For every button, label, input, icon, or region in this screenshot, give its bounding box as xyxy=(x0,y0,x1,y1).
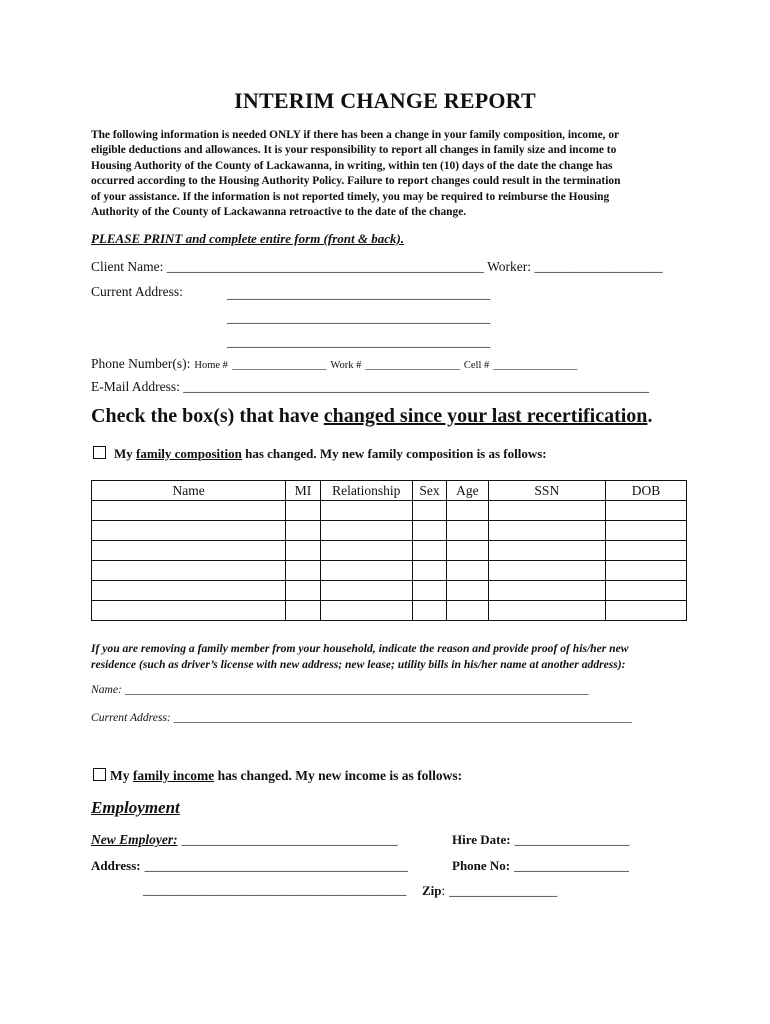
family-post: has changed. My new family composition is as follows: xyxy=(241,446,547,461)
table-cell[interactable] xyxy=(286,501,320,521)
table-cell[interactable] xyxy=(488,581,605,601)
table-row xyxy=(92,561,687,581)
zip-field[interactable]: ________________ xyxy=(449,883,558,898)
table-cell[interactable] xyxy=(286,521,320,541)
hire-date-row xyxy=(452,831,629,849)
family-income-option xyxy=(93,768,462,784)
intro-line: eligible deductions and allowances. It is your responsibility to report all changes in family size and income to xyxy=(91,144,617,157)
removed-name-field[interactable]: ________________________________________________________________________________ xyxy=(124,683,589,696)
table-cell[interactable] xyxy=(286,541,320,561)
table-cell[interactable] xyxy=(92,561,286,581)
table-cell[interactable] xyxy=(447,501,488,521)
table-cell[interactable] xyxy=(606,541,687,561)
table-cell[interactable] xyxy=(92,601,286,621)
intro-line: occurred according to the Housing Authority Policy. Failure to report changes could result in the termination xyxy=(91,175,621,188)
table-cell[interactable] xyxy=(92,521,286,541)
table-cell[interactable] xyxy=(488,541,605,561)
table-cell[interactable] xyxy=(320,501,412,521)
table-cell[interactable] xyxy=(412,581,446,601)
email-row xyxy=(91,379,649,395)
table-cell[interactable] xyxy=(320,521,412,541)
cell-label: Cell # xyxy=(463,360,490,371)
client-name-row xyxy=(91,259,663,275)
removed-address-row xyxy=(91,711,632,724)
check-boxes-heading xyxy=(91,405,652,428)
family-composition-checkbox[interactable] xyxy=(93,446,106,459)
column-header-ssn: SSN xyxy=(488,481,605,501)
table-cell[interactable] xyxy=(606,601,687,621)
address-field-2[interactable]: _______________________________________ xyxy=(227,310,491,325)
column-header-sex: Sex xyxy=(412,481,446,501)
hire-date-label: Hire Date: xyxy=(452,832,511,847)
table-cell[interactable] xyxy=(606,501,687,521)
column-header-dob: DOB xyxy=(606,481,687,501)
table-cell[interactable] xyxy=(286,581,320,601)
employer-field[interactable]: ________________________________ xyxy=(181,832,398,847)
email-label: E-Mail Address: xyxy=(91,379,180,394)
table-cell[interactable] xyxy=(447,561,488,581)
table-cell[interactable] xyxy=(92,501,286,521)
employment-heading: Employment xyxy=(91,798,180,817)
print-instruction: PLEASE PRINT and complete entire form (front & back). xyxy=(91,231,405,246)
table-cell[interactable] xyxy=(606,521,687,541)
table-cell[interactable] xyxy=(447,601,488,621)
family-composition-table xyxy=(91,480,687,621)
intro-line: of your assistance. If the information is not reported timely, you may be required to reimburse the Housing xyxy=(91,190,610,203)
removing-member-note xyxy=(91,641,691,673)
table-row xyxy=(92,501,687,521)
employer-row xyxy=(91,831,398,849)
employer-label: New Employer: xyxy=(91,832,178,847)
employer-phone-field[interactable]: _________________ xyxy=(514,858,629,873)
work-label: Work # xyxy=(330,360,362,371)
table-row xyxy=(92,601,687,621)
removed-address-field[interactable]: _______________________________________________________________________________ xyxy=(173,711,632,724)
column-header-name: Name xyxy=(92,481,286,501)
table-cell[interactable] xyxy=(412,521,446,541)
table-cell[interactable] xyxy=(92,581,286,601)
hire-date-field[interactable]: _________________ xyxy=(514,832,630,847)
cell-phone-field[interactable]: ________________ xyxy=(493,360,578,371)
intro-line: The following information is needed ONLY if there has been a change in your family composition, income, or xyxy=(91,129,620,141)
family-composition-option xyxy=(93,446,547,462)
table-cell[interactable] xyxy=(447,581,488,601)
family-table-body xyxy=(92,501,687,621)
heading-underlined: changed since your last recertification xyxy=(323,405,648,427)
table-cell[interactable] xyxy=(488,501,605,521)
employer-address-field-2[interactable]: _______________________________________ xyxy=(143,882,407,897)
removed-address-label: Current Address: xyxy=(91,711,171,724)
intro-paragraph xyxy=(91,128,691,220)
intro-line: Housing Authority of the County of Lackawanna, in writing, within ten (10) days of the date the change has xyxy=(91,159,613,172)
employer-address-row xyxy=(91,857,408,875)
table-cell[interactable] xyxy=(412,601,446,621)
address-field-3[interactable]: _______________________________________ xyxy=(227,334,491,349)
intro-line: Authority of the County of Lackawanna retroactive to the date of the change. xyxy=(91,206,467,219)
employer-phone-row xyxy=(452,857,629,875)
phone-label: Phone Number(s): xyxy=(91,356,191,371)
family-income-checkbox[interactable] xyxy=(93,768,106,781)
heading-prefix: Check the box(s) that have xyxy=(91,405,324,427)
employer-address-field[interactable]: _______________________________________ xyxy=(144,858,408,873)
income-post: has changed. My new income is as follows: xyxy=(214,768,463,783)
table-cell[interactable] xyxy=(606,561,687,581)
phone-row xyxy=(91,355,577,373)
table-row xyxy=(92,541,687,561)
table-header-row xyxy=(92,481,687,501)
employer-phone-label: Phone No: xyxy=(452,858,511,873)
column-header-age: Age xyxy=(447,481,488,501)
removed-name-row xyxy=(91,683,589,696)
table-cell[interactable] xyxy=(447,541,488,561)
table-cell[interactable] xyxy=(286,561,320,581)
worker-field[interactable]: ___________________ xyxy=(534,259,663,274)
employer-address-label: Address: xyxy=(91,858,141,873)
family-pre: My xyxy=(114,446,137,461)
table-cell[interactable] xyxy=(320,541,412,561)
table-cell[interactable] xyxy=(488,601,605,621)
table-row xyxy=(92,521,687,541)
home-phone-field[interactable]: __________________ xyxy=(231,360,327,371)
table-cell[interactable] xyxy=(412,501,446,521)
table-cell[interactable] xyxy=(286,601,320,621)
current-address-label: Current Address: xyxy=(91,284,183,299)
table-cell[interactable] xyxy=(320,581,412,601)
table-cell[interactable] xyxy=(606,581,687,601)
worker-label: Worker: xyxy=(487,259,532,274)
table-row xyxy=(92,581,687,601)
note-line: residence (such as driver’s license with new address; new lease; utility bills in his/her name at another address): xyxy=(91,658,626,671)
home-label: Home # xyxy=(194,360,228,371)
table-cell[interactable] xyxy=(488,561,605,581)
column-header-mi: MI xyxy=(286,481,320,501)
table-cell[interactable] xyxy=(488,521,605,541)
work-phone-field[interactable]: __________________ xyxy=(365,360,460,371)
income-underlined: family income xyxy=(132,768,215,783)
table-cell[interactable] xyxy=(92,541,286,561)
form-title: INTERIM CHANGE REPORT xyxy=(234,88,536,113)
heading-suffix: . xyxy=(647,405,653,427)
removed-name-label: Name: xyxy=(91,683,122,696)
address-field-1[interactable]: _______________________________________ xyxy=(227,286,491,301)
zip-row: Zip: ________________ xyxy=(422,883,558,898)
family-underlined: family composition xyxy=(136,446,242,461)
client-name-label: Client Name: xyxy=(91,259,164,274)
column-header-relationship: Relationship xyxy=(320,481,412,501)
table-cell[interactable] xyxy=(447,521,488,541)
table-cell[interactable] xyxy=(320,561,412,581)
note-line: If you are removing a family member from your household, indicate the reason and provide proof of his/her new xyxy=(91,642,629,655)
email-field[interactable]: _____________________________________________________________________ xyxy=(183,379,649,394)
client-name-field[interactable]: _______________________________________________ xyxy=(166,259,484,274)
zip-label: Zip xyxy=(422,883,442,898)
table-cell[interactable] xyxy=(412,541,446,561)
table-cell[interactable] xyxy=(320,601,412,621)
income-pre: My xyxy=(110,768,133,783)
table-cell[interactable] xyxy=(412,561,446,581)
